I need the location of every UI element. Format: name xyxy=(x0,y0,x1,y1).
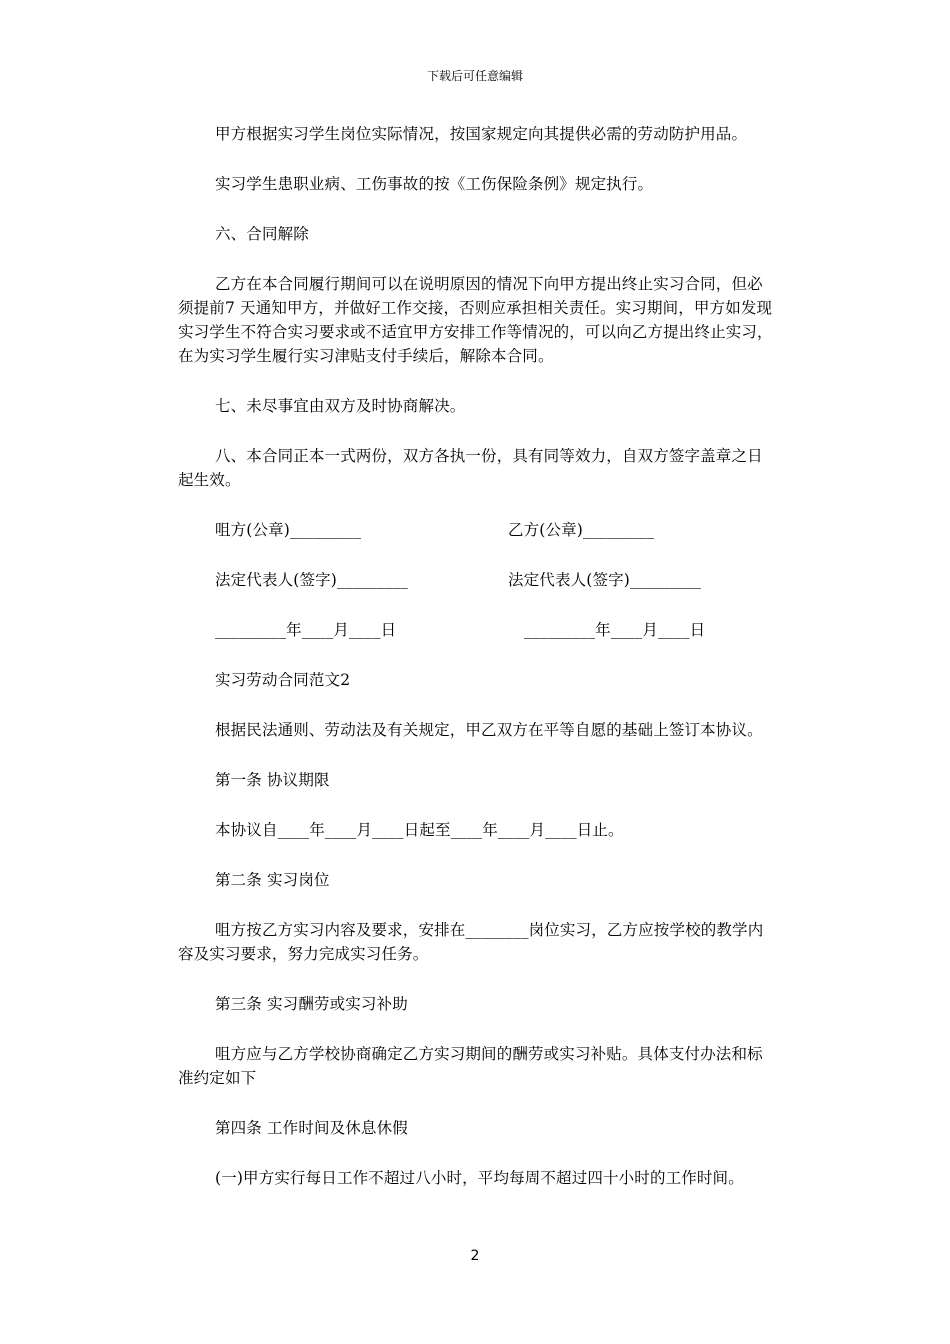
section-heading-termination: 六、合同解除 xyxy=(215,225,309,243)
article-1-body: 本协议自____年____月____日起至____年____月____日止。 xyxy=(215,821,624,839)
signature-row-seal xyxy=(178,518,778,542)
party-b-representative-line: 法定代表人(签字)_________ xyxy=(508,571,702,589)
signature-row-representative xyxy=(178,568,778,592)
paragraph-unresolved-matters: 七、未尽事宜由双方及时协商解决。 xyxy=(215,397,466,415)
party-b-date-line: _________年____月____日 xyxy=(524,621,706,639)
article-4-item-1: (一)甲方实行每日工作不超过八小时，平均每周不超过四十小时的工作时间。 xyxy=(215,1169,744,1187)
page-header: 下载后可任意编辑 xyxy=(426,69,523,83)
party-b-seal-line: 乙方(公章)_________ xyxy=(508,521,655,539)
article-2-body: 咀方按乙方实习内容及要求，安排在________岗位实习，乙方应按学校的教学内容及实习要求，努力完成实习任务。 xyxy=(178,921,764,963)
article-2-title: 第二条 实习岗位 xyxy=(215,871,330,889)
article-3-body: 咀方应与乙方学校协商确定乙方实习期间的酬劳或实习补贴。具体支付办法和标准约定如下 xyxy=(178,1045,763,1087)
page-number: 2 xyxy=(470,1248,480,1264)
paragraph-occupational-injury: 实习学生患职业病、工伤事故的按《工伤保险条例》规定执行。 xyxy=(215,175,654,193)
paragraph-protective-equipment: 甲方根据实习学生岗位实际情况，按国家规定向其提供必需的劳动防护用品。 xyxy=(215,125,748,143)
section-title-sample-2: 实习劳动合同范文2 xyxy=(215,671,351,689)
paragraph-copies-effectiveness: 八、本合同正本一式两份，双方各执一份，具有同等效力，自双方签字盖章之日起生效。 xyxy=(178,447,763,489)
article-1-title: 第一条 协议期限 xyxy=(215,771,330,789)
paragraph-termination-terms: 乙方在本合同履行期间可以在说明原因的情况下向甲方提出终止实习合同，但必须提前7 天通知甲方，并做好工作交接，否则应承担相关责任。实习期间，甲方如发现实习学生不符合实习要求或不适宜甲方安排工作等情况的，可以向乙方提出终止实习，在为实习学生履行实习津贴支付手续后，解除本合同。 xyxy=(178,275,773,365)
party-a-seal-line: 咀方(公章)_________ xyxy=(215,521,362,539)
party-a-representative-line: 法定代表人(签字)_________ xyxy=(215,571,409,589)
document-body xyxy=(178,122,778,1216)
article-3-title: 第三条 实习酬劳或实习补助 xyxy=(215,995,408,1013)
article-4-title: 第四条 工作时间及休息休假 xyxy=(215,1119,408,1137)
party-a-date-line: _________年____月____日 xyxy=(215,621,397,639)
signature-row-date xyxy=(178,618,778,642)
paragraph-agreement-intro: 根据民法通则、劳动法及有关规定，甲乙双方在平等自愿的基础上签订本协议。 xyxy=(215,721,763,739)
